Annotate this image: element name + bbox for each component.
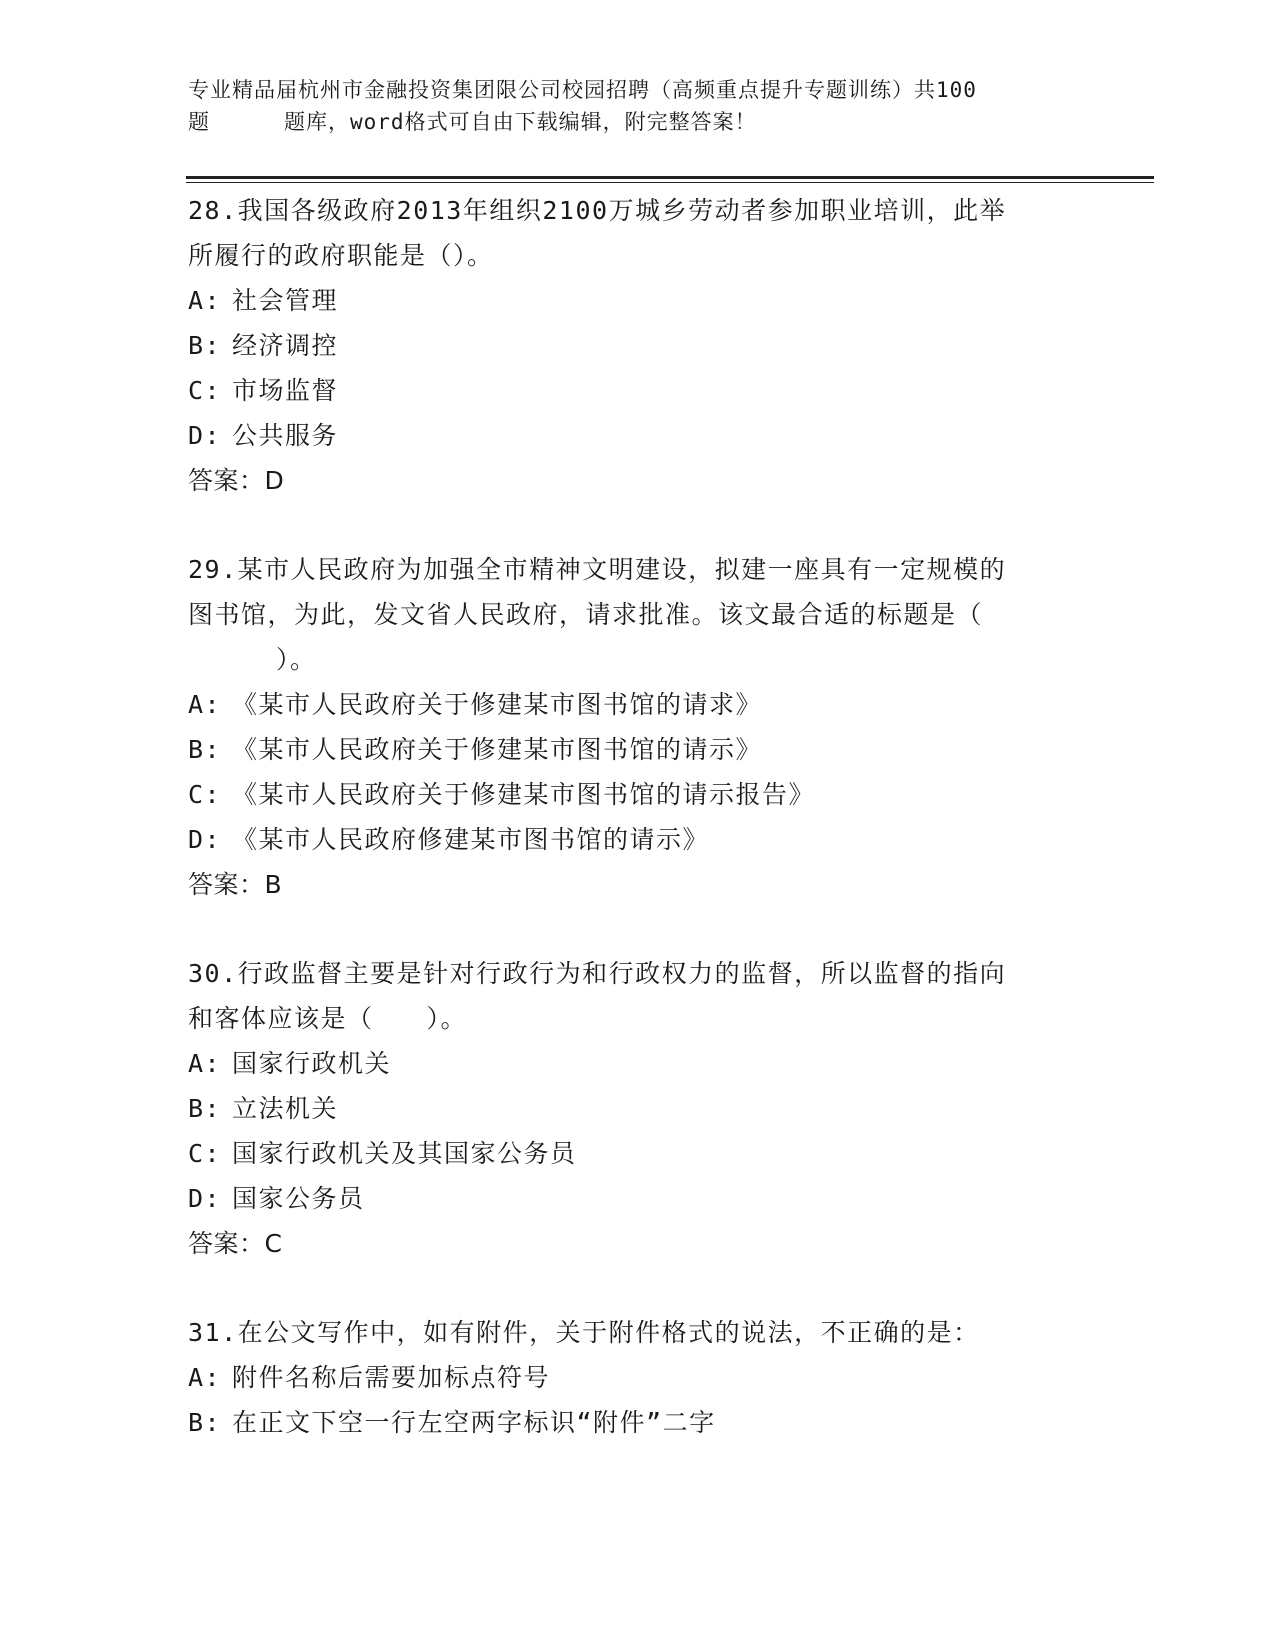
question-stem: 30.行政监督主要是针对行政行为和行政权力的监督，所以监督的指向 和客体应该是（ ）。: [188, 959, 1007, 1033]
question-stem: 31.在公文写作中，如有附件，关于附件格式的说法，不正确的是：: [188, 1318, 980, 1347]
option-b: B: 经济调控: [188, 331, 339, 360]
header-line-2: 题 题库，word格式可自由下载编辑，附完整答案！: [188, 110, 757, 134]
question-list: [188, 188, 1088, 1445]
question-stem: 29.某市人民政府为加强全市精神文明建设，拟建一座具有一定规模的 图书馆，为此，发文省人民政府，请求批准。该文最合适的标题是（ ）。: [188, 555, 1007, 674]
option-a: A: 附件名称后需要加标点符号: [188, 1363, 551, 1392]
header-line-1: 专业精品届杭州市金融投资集团限公司校园招聘（高频重点提升专题训练）共100: [188, 78, 977, 102]
document-header: [188, 74, 1078, 138]
question-29: [188, 547, 1088, 907]
header-divider-thin: [186, 182, 1154, 183]
option-c: C: 《某市人民政府关于修建某市图书馆的请示报告》: [188, 780, 816, 809]
option-a: A: 《某市人民政府关于修建某市图书馆的请求》: [188, 690, 763, 719]
answer-line: 答案：B: [188, 870, 283, 899]
header-divider-thick: [186, 176, 1154, 179]
option-a: A: 国家行政机关: [188, 1049, 392, 1078]
question-stem: 28.我国各级政府2013年组织2100万城乡劳动者参加职业培训，此举 所履行的政府职能是（）。: [188, 196, 1007, 270]
option-d: D: 国家公务员: [188, 1184, 365, 1213]
answer-line: 答案：C: [188, 1229, 283, 1258]
option-d: D: 公共服务: [188, 421, 339, 450]
question-30: [188, 951, 1088, 1266]
option-a: A: 社会管理: [188, 286, 339, 315]
answer-line: 答案：D: [188, 466, 285, 495]
option-d: D: 《某市人民政府修建某市图书馆的请示》: [188, 825, 710, 854]
question-28: [188, 188, 1088, 503]
option-b: B: 《某市人民政府关于修建某市图书馆的请示》: [188, 735, 763, 764]
option-c: C: 市场监督: [188, 376, 339, 405]
question-31: [188, 1310, 1088, 1445]
option-b: B: 立法机关: [188, 1094, 339, 1123]
option-c: C: 国家行政机关及其国家公务员: [188, 1139, 577, 1168]
option-b: B: 在正文下空一行左空两字标识“附件”二字: [188, 1408, 716, 1437]
